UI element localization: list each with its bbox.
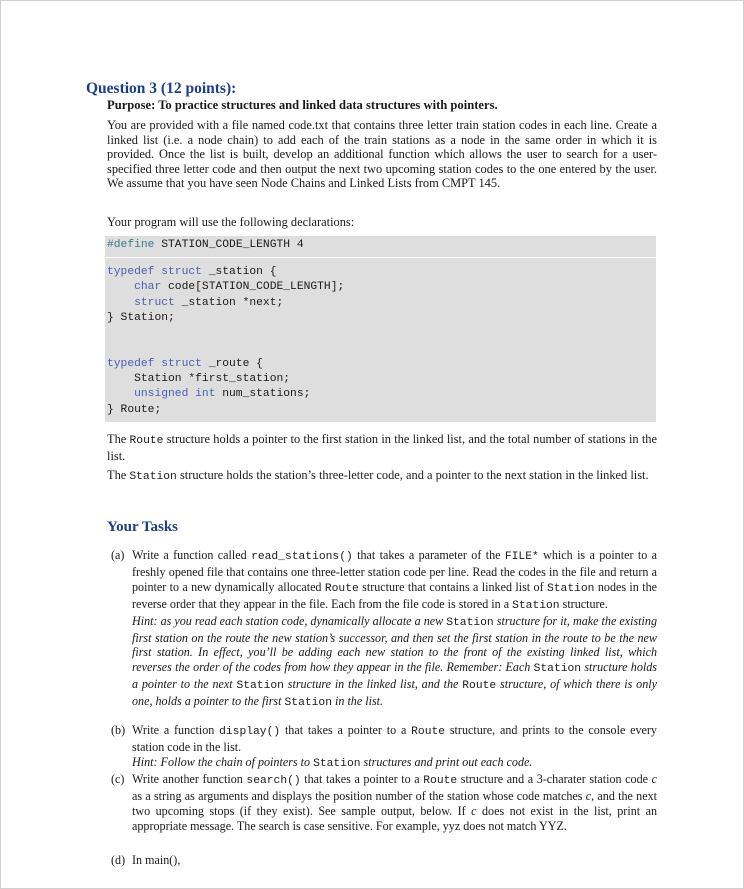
inline-code: Station [547,582,595,595]
text: as a string as arguments and displays the position number of the station whose code matches [132,788,586,803]
purpose-line: Purpose: To practice structures and linked data structures with pointers. [107,98,498,112]
code-text: } Route; [107,403,162,416]
question-title: Question 3 (12 points): [86,80,237,97]
text: structure that contains a linked list of [358,579,547,594]
inline-code: Station [313,757,361,770]
text: structure. [559,596,608,611]
text: structure, and prints to the console every station code in the list. [132,723,657,754]
inline-code: Route [129,435,164,447]
text: In main(), [132,853,181,867]
code-keyword: typedef struct [107,266,202,278]
code-keyword: typedef struct [107,357,202,370]
text: , and the next two upcoming stops (if they exist). See sample output, below. If [132,788,658,818]
text: structure in the linked list, and the [283,677,463,692]
task-label: (d) [111,853,126,867]
code-text: } Station; [107,311,175,324]
inline-code: Station [284,697,332,710]
text: structure, of which there is only one, holds a pointer to the first [132,677,657,709]
code-text: _station *next; [174,296,284,309]
code-block-structs [105,258,656,422]
route-description [107,432,657,463]
text: structure for it, make the existing first station on the route the new station’s successor, and then set the first station in the route to be the new first station. In effect, you’ll be adding each new station to the front of the existing linked list, which reverses the order of the codes from how they appear in the file. Remember: Each [132,613,657,675]
inline-code: FILE* [504,551,539,563]
code-keyword: char [107,281,162,294]
task-d [111,853,657,868]
task-b-hint [132,755,657,772]
text: Hint: as you read each station code, dynamically allocate a new [132,613,447,628]
text: structures and print out each code. [360,754,533,769]
code-text: code[STATION_CODE_LENGTH]; [161,281,345,294]
inline-code: display() [219,726,281,738]
text: Write another function [132,772,247,786]
task-b [111,723,657,772]
code-text: Station *first_station; [107,373,291,386]
intro-paragraph: You are provided with a file named code.txt that contains three letter train station codes in each line. Create a linked list (i.e. a node chain) to add each of the train stations as a node in the same order in which it is provided. Once the list is built, develop an additional function which allows the user to search for a user-specified three letter code and then output the next two upcoming station codes to the one entered by the user. We assume that you have seen Node Chains and Linked Lists from CMPT 145. [107,118,657,191]
code-text: num_stations; [215,388,311,401]
code-define-keyword: #define [107,239,155,251]
declarations-intro: Your program will use the following declarations: [107,215,355,229]
inline-code: Route [324,582,359,595]
inline-code: Station [533,663,582,676]
code-text: _station { [201,266,277,278]
inline-code: Route [411,726,446,738]
variable: c [471,803,477,818]
text: which is a pointer to a freshly opened file that contains one three-letter station code per line. Read the codes in the file and return a pointer to a new dynamically allocated [132,548,657,594]
text: The [107,468,130,482]
code-define-rest: STATION_CODE_LENGTH 4 [154,239,304,251]
inline-code: Station [446,616,494,629]
variable: c [651,772,657,786]
task-label: (b) [111,723,126,737]
text: that takes a pointer to a [280,723,412,737]
inline-code: Station [129,471,177,483]
code-block-define [105,236,656,257]
task-a-hint [132,614,657,711]
task-a [111,548,657,711]
text: that takes a parameter of the [352,548,505,562]
code-keyword: unsigned int [107,388,216,401]
text: The [107,432,130,446]
task-label: (a) [111,548,125,562]
text: that takes a pointer to a [300,772,424,786]
text: Write a function [132,723,220,737]
task-label: (c) [111,772,125,786]
text: Write a function called [132,548,252,562]
code-keyword: struct [107,296,175,309]
text: structure holds the station’s three-letter code, and a pointer to the next station in the linked list. [176,468,649,482]
inline-code: Station [236,680,284,693]
text: nodes in the reverse order that they appear in the file. Each from the file code is stored in a [132,579,657,611]
text: structure and a 3-charater station code [457,772,652,786]
text: structure holds a pointer to the next [132,660,657,692]
inline-code: Station [512,599,560,612]
variable: c [585,788,592,803]
text: structure holds a pointer to the first station in the linked list, and the total number of stations in the list. [107,432,657,463]
inline-code: Route [462,680,497,693]
inline-code: search() [246,775,301,787]
code-text: _route { [201,357,263,370]
text: in the list. [331,694,384,709]
task-c [111,772,657,834]
tasks-heading: Your Tasks [107,519,179,535]
inline-code: Route [423,775,458,787]
inline-code: read_stations() [251,551,353,563]
station-description [107,468,657,485]
text: Hint: Follow the chain of pointers to [132,754,314,769]
text: does not exist in the list, print an appropriate message. The search is case sensitive. For example, yyz does not match YYZ. [132,803,657,833]
